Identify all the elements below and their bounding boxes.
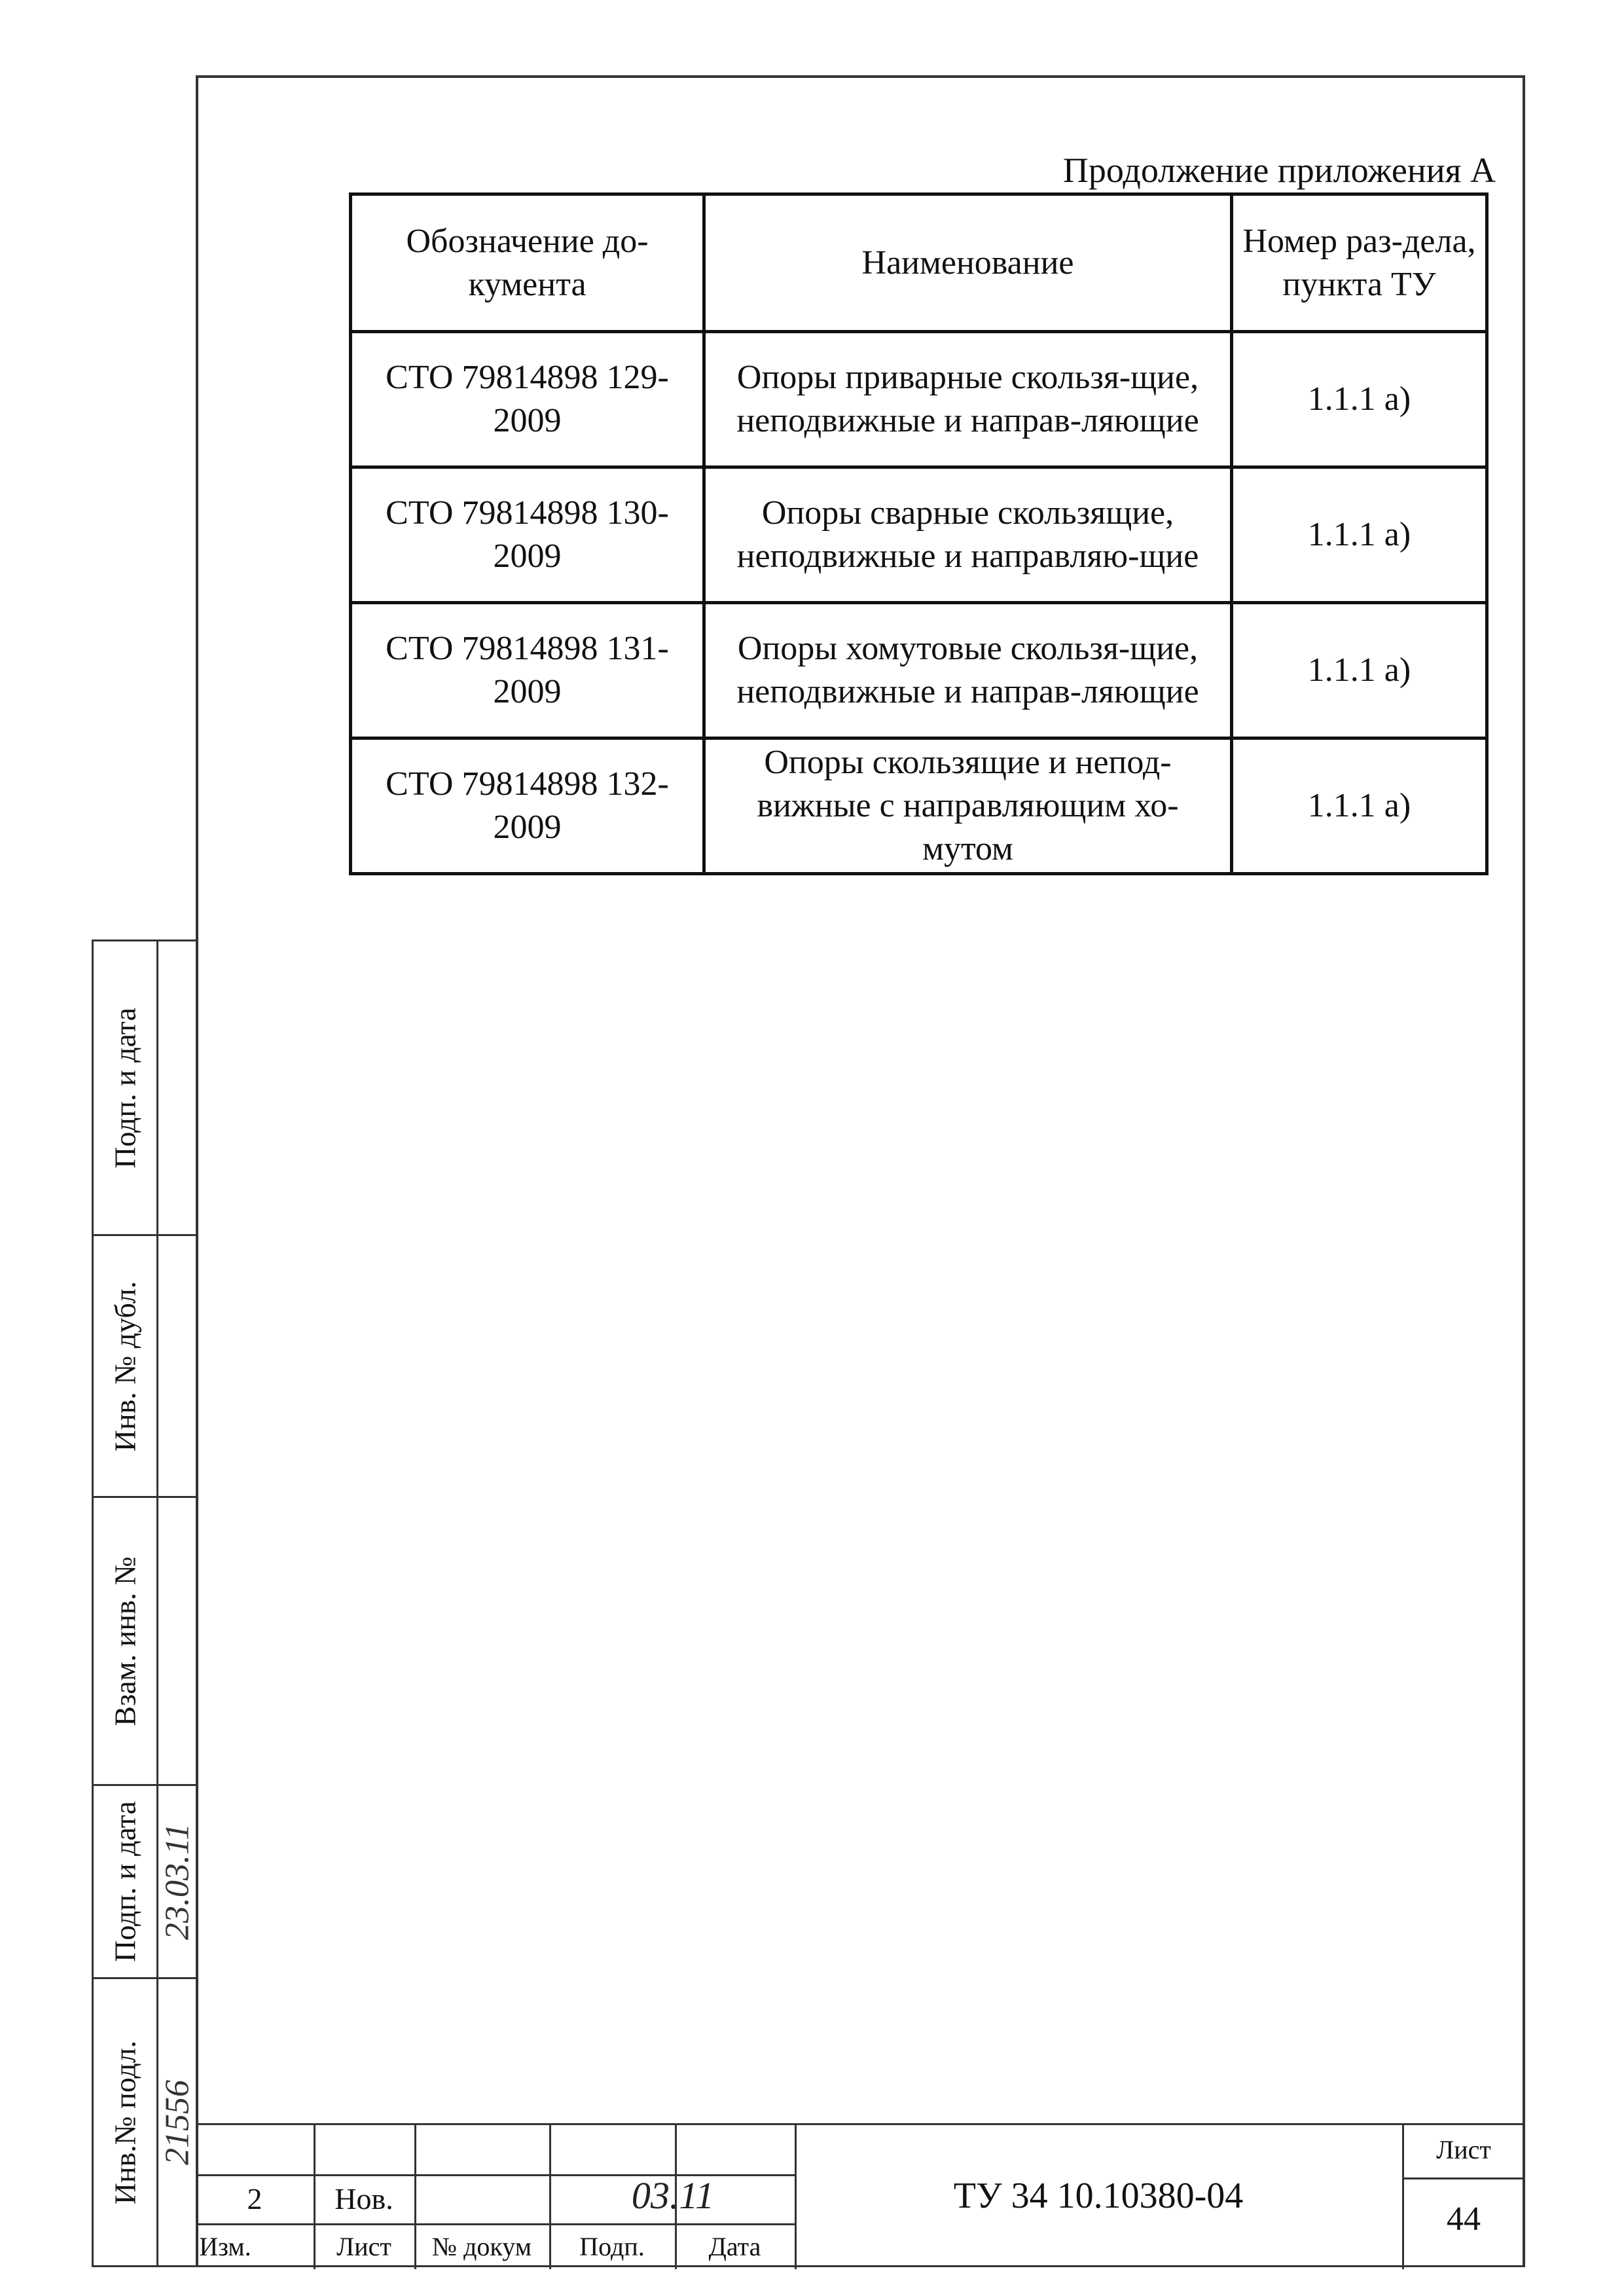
side-stamp-repl-inv: [92, 1496, 196, 1784]
sheet-number: 44: [1447, 2200, 1481, 2238]
side-label-dup-inv: Инв. № дубл.: [108, 1281, 142, 1451]
title-block: [196, 2123, 1525, 2267]
table-row: [351, 467, 1487, 603]
cell-name: Опоры приварные скользя-щие, неподвижные и направ-ляющие: [704, 332, 1232, 467]
handwritten-sign-date: 03.11: [631, 2174, 715, 2217]
label-izm: Изм.: [199, 2232, 251, 2261]
continuation-heading: Продолжение приложения А: [1062, 151, 1496, 190]
label-list: Лист: [336, 2232, 391, 2261]
table-row: [351, 332, 1487, 467]
header-doc: Обозначение до-кумента: [351, 194, 704, 332]
side-label-sign-date-2: Подп. и дата: [108, 1801, 142, 1962]
cell-name: Опоры сварные скользящие, неподвижные и направляю-щие: [704, 467, 1232, 603]
side-stamp-sign-date: [92, 939, 196, 1234]
handwritten-inventory-number: 21556: [158, 2079, 196, 2165]
sheet-label: Лист: [1436, 2135, 1491, 2164]
side-label-sign-date: Подп. и дата: [108, 1007, 142, 1169]
table-header-row: [351, 194, 1487, 332]
cell-section: 1.1.1 а): [1232, 738, 1487, 874]
cell-doc: СТО 79814898 129-2009: [351, 332, 704, 467]
cell-section: 1.1.1 а): [1232, 467, 1487, 603]
side-label-repl-inv: Взам. инв. №: [108, 1556, 142, 1726]
label-podp: Подп.: [579, 2232, 645, 2261]
side-stamp-dup-inv: [92, 1234, 196, 1496]
header-section: Номер раз-дела, пункта ТУ: [1232, 194, 1487, 332]
sheet-kind: Нов.: [334, 2182, 393, 2215]
reference-table: [349, 192, 1489, 875]
cell-name: Опоры хомутовые скользя-щие, неподвижные и направ-ляющие: [704, 603, 1232, 738]
header-name: Наименование: [704, 194, 1232, 332]
handwritten-date: 23.03.11: [158, 1823, 196, 1941]
cell-section: 1.1.1 а): [1232, 332, 1487, 467]
document-code: ТУ 34 10.10380-04: [953, 2176, 1244, 2216]
side-label-orig-inv: Инв.№ подл.: [108, 2040, 142, 2204]
table-row: [351, 603, 1487, 738]
cell-doc: СТО 79814898 132-2009: [351, 738, 704, 874]
cell-name: Опоры скользящие и непод-вижные с направляющим хо-мутом: [704, 738, 1232, 874]
cell-section: 1.1.1 а): [1232, 603, 1487, 738]
cell-doc: СТО 79814898 130-2009: [351, 467, 704, 603]
label-date: Дата: [708, 2232, 761, 2261]
table-row: [351, 738, 1487, 874]
side-stamp-orig-inv: [92, 1977, 196, 2267]
label-docnum: № докум: [431, 2232, 532, 2261]
change-number: 2: [247, 2182, 262, 2215]
cell-doc: СТО 79814898 131-2009: [351, 603, 704, 738]
side-stamp-sign-date-2: [92, 1784, 196, 1977]
